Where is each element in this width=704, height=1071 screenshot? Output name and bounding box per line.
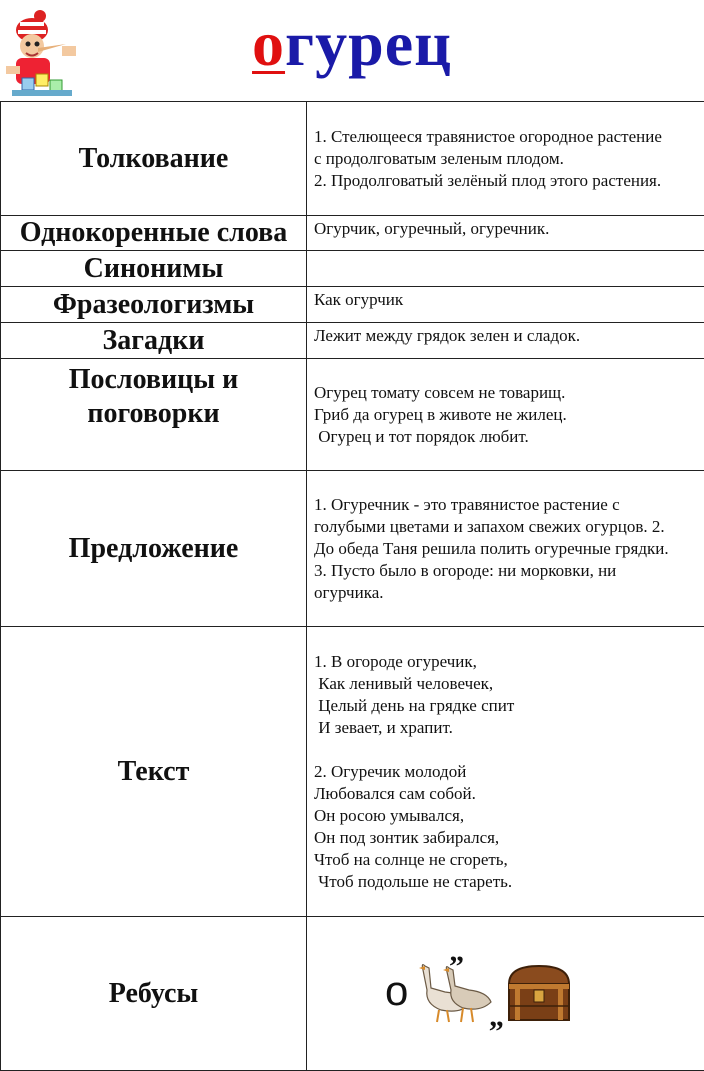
row-label-interpretation: Толкование: [1, 102, 307, 216]
table-row: [1, 471, 704, 627]
row-label-sentence: Предложение: [1, 471, 307, 627]
row-value-cognates: Огурчик, огуречный, огуречник.: [307, 216, 704, 251]
row-value-riddles: Лежит между грядок зелен и сладок.: [307, 323, 704, 359]
row-value-idioms: Как огурчик: [307, 287, 704, 323]
row-label-riddles: Загадки: [1, 323, 307, 359]
row-value-text: 1. В огороде огуречик, Как ленивый человечек, Целый день на грядке спит И зевает, и храпит. 2. Огуречик молодой Любовался сам собой. Он росою умывался, Он под зонтик забирался, Чтоб на солнце не сгореть, Чтоб подольше не стареть.: [307, 627, 704, 917]
table-row: [1, 102, 704, 216]
row-label-rebus: Ребусы: [1, 917, 307, 1071]
row-label-cognates: Однокоренные слова: [1, 216, 307, 251]
row-value-interpretation: 1. Стелющееся травянистое огородное растение с продолговатым зеленым плодом. 2. Продолговатый зелёный плод этого растения.: [307, 102, 704, 216]
title-rest: гурец: [285, 8, 452, 79]
rebus-letter: о: [385, 970, 408, 1012]
row-label-idioms: Фразеологизмы: [1, 287, 307, 323]
row-label-synonyms: Синонимы: [1, 251, 307, 287]
rebus-top-commas: ”: [449, 952, 464, 982]
row-value-synonyms: [307, 251, 704, 287]
chest-image: [505, 962, 573, 1024]
row-value-rebus: [307, 917, 704, 1071]
row-value-sentence: 1. Огуречник - это травянистое растение с голубыми цветами и запахом свежих огурцов. 2. До обеда Таня решила полить огуречные грядки. 3. Пусто было в огороде: ни морковки, ни огурчика.: [307, 471, 704, 627]
rebus-bottom-commas: „: [489, 1002, 504, 1032]
row-label-text: Текст: [1, 627, 307, 917]
table-row: [1, 917, 704, 1071]
table-row: [1, 359, 704, 471]
table-row: [1, 323, 704, 359]
rebus-picture: [307, 918, 704, 1070]
page-header: [0, 0, 704, 100]
page-title: [0, 8, 704, 80]
title-first-letter: о: [252, 8, 285, 79]
table-row: [1, 216, 704, 251]
word-card-table: [0, 101, 704, 1071]
row-label-proverbs: Пословицы и поговорки: [1, 359, 307, 471]
table-row: [1, 287, 704, 323]
row-value-proverbs: Огурец томату совсем не товарищ. Гриб да огурец в животе не жилец. Огурец и тот порядок любит.: [307, 359, 704, 471]
table-row: [1, 251, 704, 287]
table-row: [1, 627, 704, 917]
